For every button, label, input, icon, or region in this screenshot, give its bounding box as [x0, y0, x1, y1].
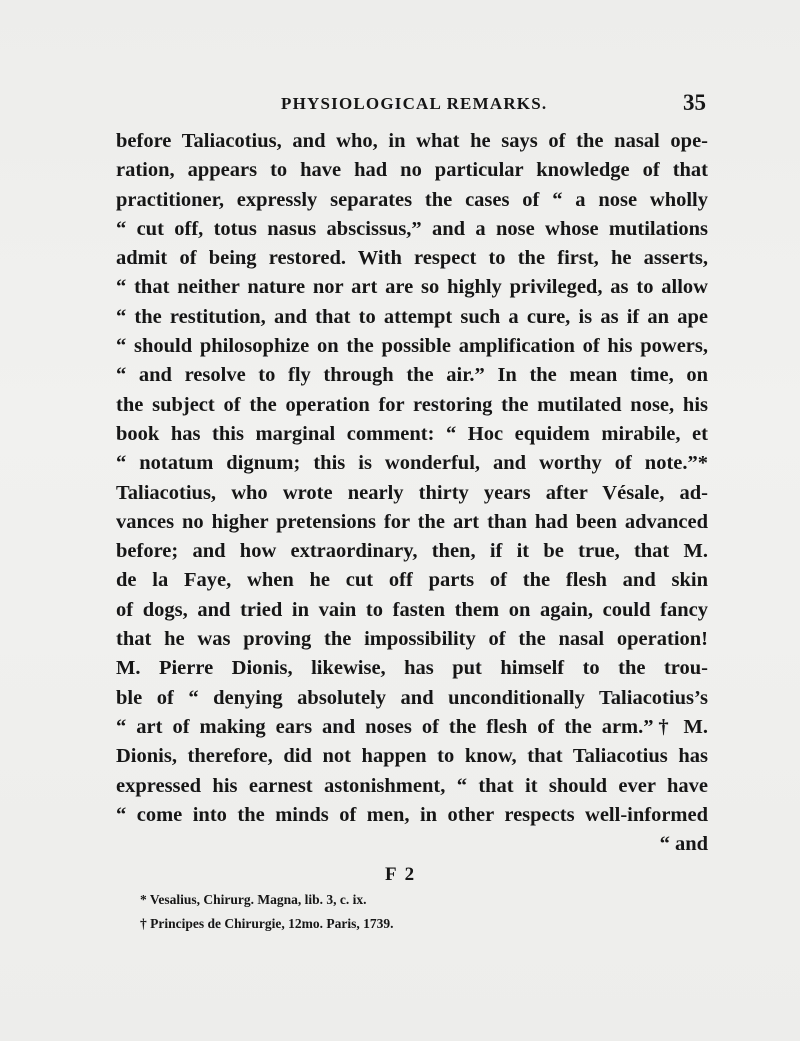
text-line: “ notatum dignum; this is wonderful, and worthy of note.”* [116, 452, 708, 475]
text-line: ration, appears to have had no particular knowledge of that [116, 159, 708, 182]
text-line: “ and resolve to fly through the air.” In the mean time, on [116, 364, 708, 387]
text-line: admit of being restored. With respect to the first, he asserts, [116, 247, 708, 270]
text-line: Taliacotius, who wrote nearly thirty years after Vésale, ad- [116, 481, 708, 504]
text-line: M. Pierre Dionis, likewise, has put himself to the trou- [116, 657, 708, 680]
text-line: “ the restitution, and that to attempt such a cure, is as if an ape [116, 305, 708, 328]
page-header [116, 92, 710, 120]
text-line: ble of “ denying absolutely and unconditionally Taliacotius’s [116, 686, 708, 709]
text-line: that he was proving the impossibility of the nasal operation! [116, 628, 708, 651]
footnotes [140, 888, 660, 936]
text-line: before; and how extraordinary, then, if it be true, that M. [116, 540, 708, 563]
page-number: 35 [683, 90, 706, 115]
text-line: the subject of the operation for restoring the mutilated nose, his [116, 393, 708, 416]
text-line: practitioner, expressly separates the cases of “ a nose wholly [116, 188, 708, 211]
text-line: Dionis, therefore, did not happen to know, that Taliacotius has [116, 745, 708, 768]
text-line: book has this marginal comment: “ Hoc equidem mirabile, et [116, 422, 708, 445]
text-line: “ come into the minds of men, in other respects well-informed [116, 803, 708, 826]
text-line: expressed his earnest astonishment, “ that it should ever have [116, 774, 708, 797]
text-line: de la Faye, when he cut off parts of the flesh and skin [116, 569, 708, 592]
signature-mark: F 2 [385, 864, 417, 885]
text-line: vances no higher pretensions for the art than had been advanced [116, 510, 708, 533]
footnote: † Principes de Chirurgie, 12mo. Paris, 1739. [140, 916, 394, 931]
text-line: “ art of making ears and noses of the flesh of the arm.”† M. [116, 715, 708, 738]
text-line: “ cut off, totus nasus abscissus,” and a nose whose mutilations [116, 217, 708, 240]
text-line: before Taliacotius, and who, in what he says of the nasal ope- [116, 130, 708, 152]
running-head: PHYSIOLOGICAL REMARKS. [281, 94, 548, 113]
text-line: of dogs, and tried in vain to fasten them on again, could fancy [116, 598, 708, 621]
body-text [116, 127, 708, 859]
catchword-line: “ and [659, 833, 708, 856]
footnote: * Vesalius, Chirurg. Magna, lib. 3, c. ix. [140, 892, 367, 907]
text-line: “ that neither nature nor art are so highly privileged, as to allow [116, 276, 708, 299]
text-line: “ should philosophize on the possible amplification of his powers, [116, 335, 708, 358]
